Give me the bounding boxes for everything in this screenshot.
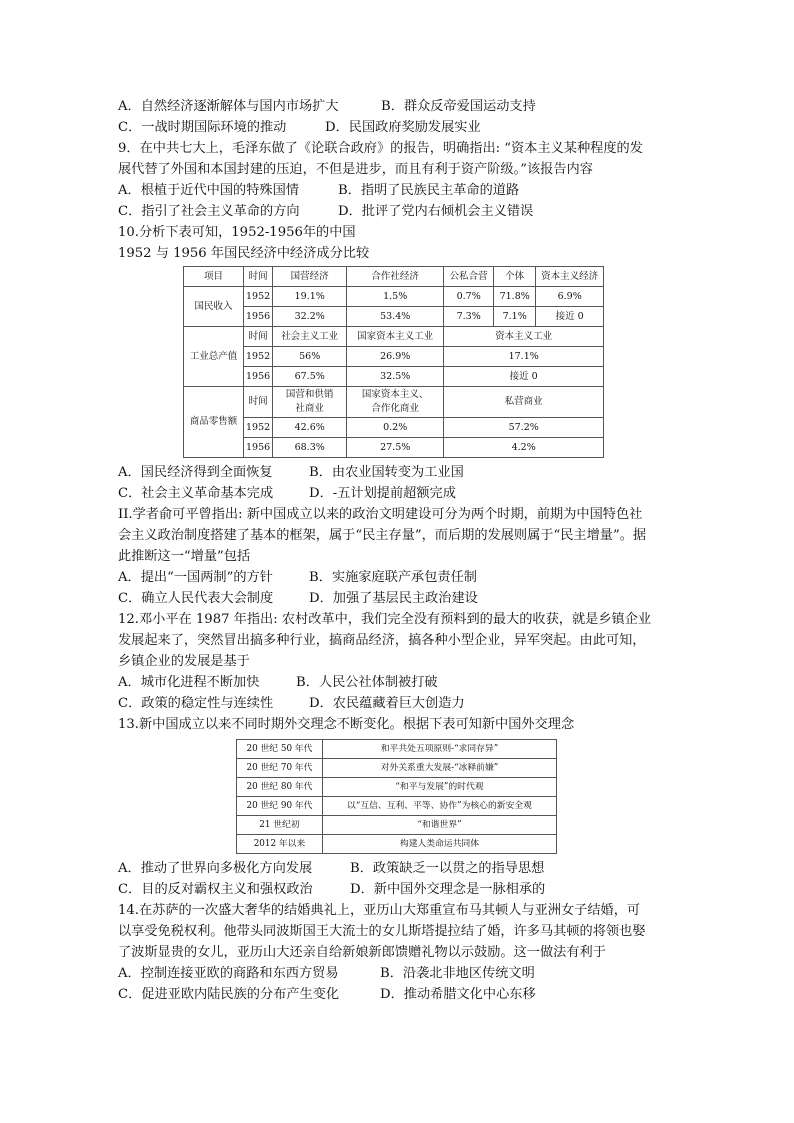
q13-option-d[interactable]: D．新中国外交理念是一脉相承的 <box>350 882 546 897</box>
era-cell: 20 世纪 70 年代 <box>237 759 323 778</box>
era-cell: 20 世纪 90 年代 <box>237 797 323 816</box>
header-line: 社商业 <box>295 403 324 414</box>
q12-option-a[interactable]: A．城市化进程不断加快 <box>118 675 260 690</box>
table-header: 资本主义经济 <box>536 267 604 287</box>
concept-cell: “和平与发展”的时代观 <box>323 778 557 797</box>
table-subheader <box>347 387 444 418</box>
concept-cell: 以“互信、互利、平等、协作”为核心的新安全观 <box>323 797 557 816</box>
header-line: 国营和供销 <box>285 389 334 400</box>
table-cell: 42.6% <box>273 418 347 438</box>
table-header: 合作社经济 <box>347 267 444 287</box>
concept-cell: 构建人类命运共同体 <box>323 835 557 854</box>
q8-option-d[interactable]: D．民国政府奖励发展实业 <box>325 120 481 135</box>
table-cell: 4.2% <box>444 438 604 458</box>
table-row <box>237 740 557 759</box>
q14-options-row1 <box>118 963 680 984</box>
table-cell: 17.1% <box>444 347 604 367</box>
q9-option-a[interactable]: A．根植于近代中国的特殊国情 <box>118 183 299 198</box>
row-label-retail: 商品零售额 <box>184 387 244 458</box>
q12-options-row1 <box>118 672 680 693</box>
q12-stem-line1: 12.邓小平在 1987 年指出: 农村改革中，我们完全没有预料到的最大的收获，就是乡镇企业 <box>118 612 652 627</box>
q11-options-row1 <box>118 567 680 588</box>
table-row <box>184 367 604 387</box>
q12-stem-line3: 乡镇企业的发展是基于 <box>118 654 250 669</box>
q11-stem-line1: II.学者俞可平曾指出: 新中国成立以来的政治文明建设可分为两个时期，前期为中国特色社 <box>118 507 643 522</box>
table-cell: 68.3% <box>273 438 347 458</box>
table-cell: 1956 <box>244 367 273 387</box>
q12-options-row2 <box>118 693 680 714</box>
q13-options-row1 <box>118 858 680 879</box>
q8-options-row1 <box>118 96 680 117</box>
table-row <box>184 327 604 347</box>
table-subheader: 资本主义工业 <box>444 327 604 347</box>
q10-option-b[interactable]: B．由农业国转变为工业国 <box>309 465 464 480</box>
table-row <box>237 759 557 778</box>
q10-option-c[interactable]: C．社会主义革命基本完成 <box>118 486 274 501</box>
q14-option-c[interactable]: C．促进亚欧内陆民族的分布产生变化 <box>118 987 340 1002</box>
table-row <box>184 418 604 438</box>
table-cell: 1956 <box>244 438 273 458</box>
q8-option-a[interactable]: A．自然经济逐渐解体与国内市场扩大 <box>118 99 339 114</box>
q10-options-row1 <box>118 462 680 483</box>
q8-option-c[interactable]: C．一战时期国际环境的推动 <box>118 120 287 135</box>
q11-option-c[interactable]: C．确立人民代表大会制度 <box>118 591 274 606</box>
q10-option-d[interactable]: D．-五计划提前超额完成 <box>309 486 456 501</box>
q11-option-b[interactable]: B．实施家庭联产承包责任制 <box>309 570 477 585</box>
concept-cell: “和谐世界” <box>323 816 557 835</box>
q10-option-a[interactable]: A．国民经济得到全面恢复 <box>118 465 273 480</box>
q12-option-b[interactable]: B．人民公社体制被打破 <box>296 675 438 690</box>
table-header: 项目 <box>184 267 244 287</box>
diplomacy-table <box>236 739 557 854</box>
table-subheader: 时间 <box>244 327 273 347</box>
q9-option-b[interactable]: B．指明了民族民主革命的道路 <box>338 183 520 198</box>
concept-cell: 对外关系重大发展-“冰释前嫌” <box>323 759 557 778</box>
q11-stem-line2: 会主义政治制度搭建了基本的框架，属于“民主存量”，而后期的发展则属于“民主增量”。据 <box>118 528 647 543</box>
table-row <box>184 307 604 327</box>
table-cell: 接近 0 <box>444 367 604 387</box>
q14-option-a[interactable]: A．控制连接亚欧的商路和东西方贸易 <box>118 966 339 981</box>
exam-page <box>118 96 680 1005</box>
table-row <box>237 816 557 835</box>
q11-option-d[interactable]: D．加强了基层民主政治建设 <box>309 591 478 606</box>
q14-option-d[interactable]: D．推动希腊文化中心东移 <box>380 987 536 1002</box>
era-cell: 21 世纪初 <box>237 816 323 835</box>
table-subheader: 时间 <box>244 387 273 418</box>
table-cell: 26.9% <box>347 347 444 367</box>
row-label-industry: 工业总产值 <box>184 327 244 387</box>
concept-cell: 和平共处五项原则-“求同存异” <box>323 740 557 759</box>
era-cell: 2012 年以来 <box>237 835 323 854</box>
table-row <box>184 438 604 458</box>
q13-stem: 13.新中国成立以来不同时期外交理念不断变化。根据下表可知新中国外交理念 <box>118 717 575 732</box>
table-row <box>237 778 557 797</box>
table-cell: 接近 0 <box>536 307 604 327</box>
table-cell: 32.2% <box>273 307 347 327</box>
q8-option-b[interactable]: B．群众反帝爱国运动支持 <box>381 99 536 114</box>
table-header: 个体 <box>494 267 536 287</box>
table-row <box>237 835 557 854</box>
q12-stem-line2: 发展起来了，突然冒出搞多种行业，搞商品经济，搞各种小型企业，异军突起。由此可知， <box>118 633 646 648</box>
q13-option-a[interactable]: A．推动了世界向多极化方向发展 <box>118 861 313 876</box>
header-line: 国家资本主义、 <box>361 389 429 400</box>
table-cell: 1952 <box>244 418 273 438</box>
table-subheader: 私营商业 <box>444 387 604 418</box>
q11-stem-line3: 此推断这一“增量”包括 <box>118 549 251 564</box>
table-cell: 0.2% <box>347 418 444 438</box>
q11-option-a[interactable]: A．提出“一国两制”的方针 <box>118 570 273 585</box>
table-cell: 53.4% <box>347 307 444 327</box>
table-row <box>184 287 604 307</box>
table-cell: 32.5% <box>347 367 444 387</box>
table-subheader <box>273 387 347 418</box>
table-cell: 56% <box>273 347 347 367</box>
table-cell: 19.1% <box>273 287 347 307</box>
q14-options-row2 <box>118 984 680 1005</box>
q9-options-row2 <box>118 201 680 222</box>
q12-option-c[interactable]: C．政策的稳定性与连续性 <box>118 696 274 711</box>
q10-stem: 10.分析下表可知，1952-1956年的中国 <box>118 225 356 240</box>
q9-stem-line1: 9．在中共七大上，毛泽东做了《论联合政府》的报告，明确指出: “资本主义某种程度的发 <box>118 141 643 156</box>
table-cell: 67.5% <box>273 367 347 387</box>
q14-stem-line2: 以享受免税权利。他带头同波斯国王大流士的女儿斯塔提拉结了婚，许多马其顿的将领也娶 <box>118 924 646 939</box>
economy-table <box>183 266 604 458</box>
table-subheader: 社会主义工业 <box>273 327 347 347</box>
row-label-income: 国民收入 <box>184 287 244 327</box>
q10-options-row2 <box>118 483 680 504</box>
header-line: 合作化商业 <box>371 403 419 414</box>
era-cell: 20 世纪 80 年代 <box>237 778 323 797</box>
table-cell: 27.5% <box>347 438 444 458</box>
table-header: 公私合营 <box>444 267 494 287</box>
table-cell: 0.7% <box>444 287 494 307</box>
q9-option-c[interactable]: C．指引了社会主义革命的方向 <box>118 204 300 219</box>
table-row <box>184 347 604 367</box>
q9-options-row1 <box>118 180 680 201</box>
q14-stem-line1: 14.在苏萨的一次盛大奢华的结婚典礼上，亚历山大郑重宣布马其顿人与亚洲女子结婚，可 <box>118 903 641 918</box>
era-cell: 20 世纪 50 年代 <box>237 740 323 759</box>
table-subheader: 国家资本主义工业 <box>347 327 444 347</box>
table-row <box>237 797 557 816</box>
table-row <box>184 387 604 418</box>
table-cell: 6.9% <box>536 287 604 307</box>
table-cell: 57.2% <box>444 418 604 438</box>
table-cell: 1956 <box>244 307 273 327</box>
table-header: 国营经济 <box>273 267 347 287</box>
q11-options-row2 <box>118 588 680 609</box>
table-cell: 1.5% <box>347 287 444 307</box>
q10-table-title: 1952 与 1956 年国民经济中经济成分比较 <box>118 246 370 261</box>
q9-option-d[interactable]: D．批评了党内右倾机会主义错误 <box>338 204 534 219</box>
table-cell: 7.1% <box>494 307 536 327</box>
diplomacy-table-wrap <box>236 739 680 854</box>
q13-option-c[interactable]: C．目的反对霸权主义和强权政治 <box>118 882 313 897</box>
table-cell: 7.3% <box>444 307 494 327</box>
table-header-row <box>184 267 604 287</box>
table-header: 时间 <box>244 267 273 287</box>
q13-options-row2 <box>118 879 680 900</box>
table-cell: 1952 <box>244 347 273 367</box>
table-cell: 1952 <box>244 287 273 307</box>
q14-option-b[interactable]: B．沿袭北非地区传统文明 <box>380 966 535 981</box>
q14-stem-line3: 了波斯显贵的女儿，亚历山大还亲自给新娘新郎馈赠礼物以示鼓励。这一做法有利于 <box>118 945 606 960</box>
q12-option-d[interactable]: D．农民蕴藏着巨大创造力 <box>309 696 465 711</box>
table-cell: 71.8% <box>494 287 536 307</box>
q13-option-b[interactable]: B．政策缺乏一以贯之的指导思想 <box>350 861 545 876</box>
q9-stem-line2: 展代替了外国和本国封建的压迫，不但是进步，而且有利于资产阶级。”该报告内容 <box>118 162 593 177</box>
q8-options-row2 <box>118 117 680 138</box>
